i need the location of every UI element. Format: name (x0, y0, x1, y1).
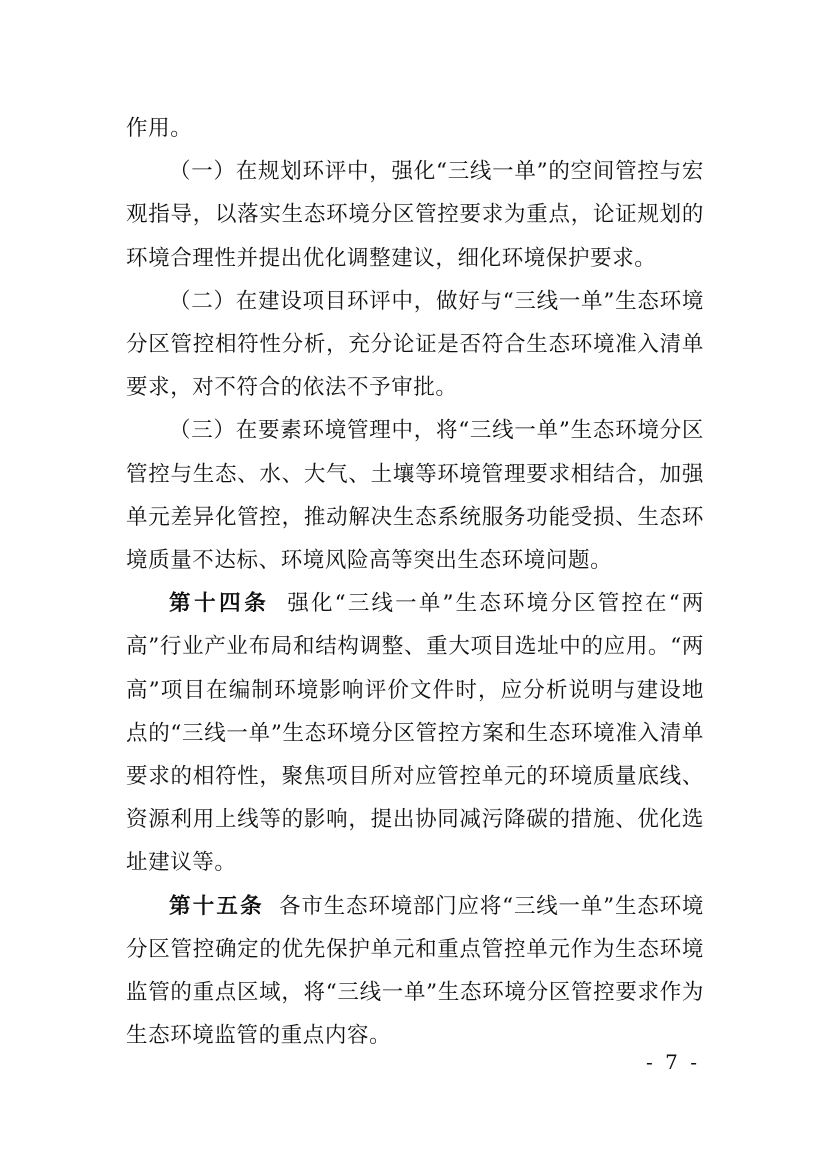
paragraph-item-1: （一）在规划环评中，强化“三线一单”的空间管控与宏观指导，以落实生态环境分区管控要求为重点，论证规划的环境合理性并提出优化调整建议，细化环境保护要求。 (126, 159, 704, 271)
document-body (126, 107, 704, 1057)
page-number: - 7 - (646, 1050, 700, 1074)
article-15 (126, 885, 704, 1058)
article-15-heading: 第十五条 (169, 893, 264, 919)
paragraph-continuation: 作用。 (126, 116, 193, 141)
article-14-heading: 第十四条 (169, 591, 270, 617)
paragraph-item-2: （二）在建设项目环评中，做好与“三线一单”生态环境分区管控相符性分析，充分论证是否符合生态环境准入清单要求，对不符合的依法不予审批。 (126, 288, 704, 401)
article-14 (126, 582, 704, 884)
article-14-text: 强化“三线一单”生态环境分区管控在“两高”行业产业布局和结构调整、重大项目选址中的应用。“两高”项目在编制环境影响评价文件时，应分析说明与建设地点的“三线一单”生态环境分区管控方案和生态环境准入清单要求的相符性，聚焦项目所对应管控单元的环境质量底线、资源利用上线等的影响，提出协同减污降碳的措施、优化选址建议等。 (126, 591, 704, 876)
paragraph-item-3: （三）在要素环境管理中，将“三线一单”生态环境分区管控与生态、水、大气、土壤等环境管理要求相结合，加强单元差异化管控，推动解决生态系统服务功能受损、生态环境质量不达标、环境风险高等突出生态环境问题。 (126, 418, 704, 574)
article-15-text: 各市生态环境部门应将“三线一单”生态环境分区管控确定的优先保护单元和重点管控单元作为生态环境监管的重点区域，将“三线一单”生态环境分区管控要求作为生态环境监管的重点内容。 (126, 893, 704, 1049)
